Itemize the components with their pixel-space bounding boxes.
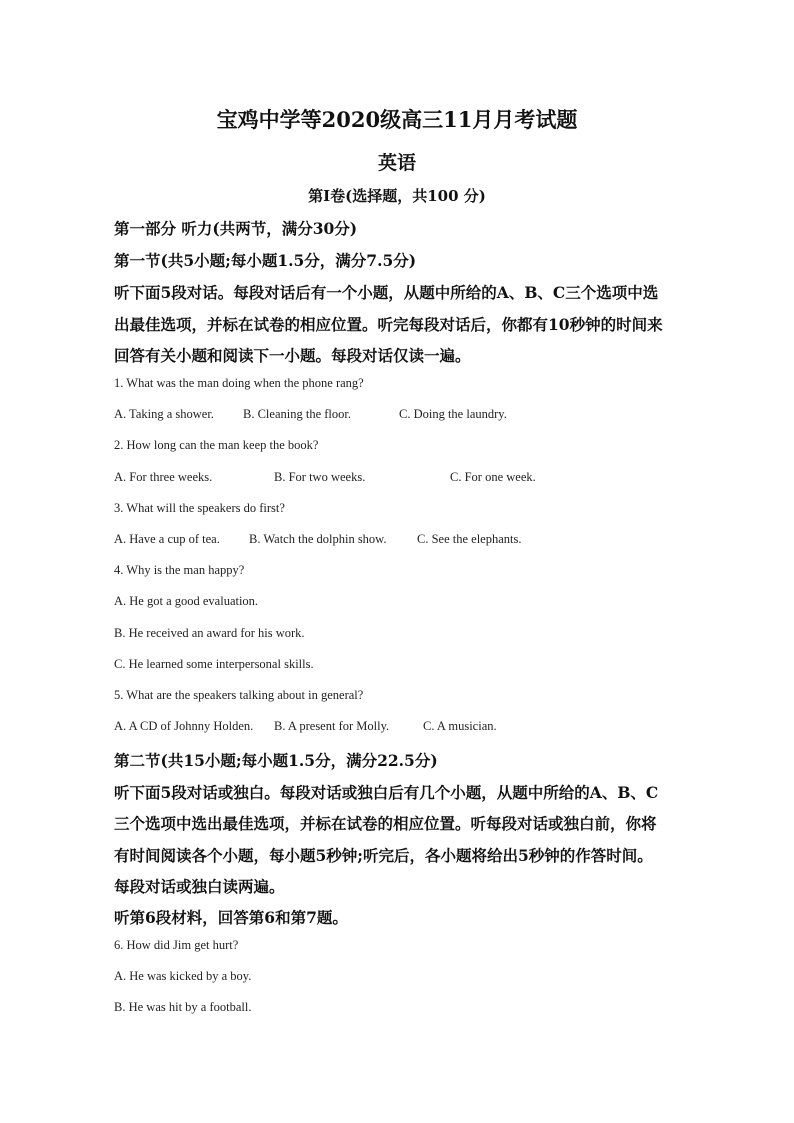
q6-option-b: B. He was hit by a football. <box>114 1000 252 1014</box>
q3-option-b: B. Watch the dolphin show. <box>249 532 387 546</box>
sec2-instruction-line: 三个选项中选出最佳选项，并标在试卷的相应位置。听每段对话或独白前，你将 <box>114 814 657 833</box>
sec1-instruction-line: 出最佳选项，并标在试卷的相应位置。听完每段对话后，你都有10秒钟的时间来 <box>114 315 663 334</box>
q1-option-a: A. Taking a shower. <box>114 407 214 421</box>
q5-option-c: C. A musician. <box>423 719 497 733</box>
q6-option-a: A. He was kicked by a boy. <box>114 969 252 983</box>
q4-option-c: C. He learned some interpersonal skills. <box>114 657 314 671</box>
part1-heading: 第一部分 听力(共两节，满分30分) <box>114 219 358 238</box>
question-4: 4. Why is the man happy? <box>114 563 245 577</box>
question-1: 1. What was the man doing when the phone rang? <box>114 376 364 390</box>
q2-option-b: B. For two weeks. <box>274 470 366 484</box>
sec2-instruction-line: 每段对话或独白读两遍。 <box>114 877 285 896</box>
question-5: 5. What are the speakers talking about in general? <box>114 688 364 702</box>
q4-option-b: B. He received an award for his work. <box>114 626 305 640</box>
q2-option-c: C. For one week. <box>450 470 536 484</box>
q1-option-b: B. Cleaning the floor. <box>243 407 351 421</box>
sec1-instruction-line: 回答有关小题和阅读下一小题。每段对话仅读一遍。 <box>114 346 471 365</box>
q2-option-a: A. For three weeks. <box>114 470 213 484</box>
q3-option-c: C. See the elephants. <box>417 532 522 546</box>
sec2-instruction-line: 听下面5段对话或独白。每段对话或独白后有几个小题，从题中所给的A、B、C <box>114 783 659 802</box>
q5-option-b: B. A present for Molly. <box>274 719 390 733</box>
question-3: 3. What will the speakers do first? <box>114 501 285 515</box>
exam-title: 宝鸡中学等2020级高三11月月考试题 <box>216 107 578 132</box>
question-2: 2. How long can the man keep the book? <box>114 438 319 452</box>
material-6-heading: 听第6段材料，回答第6和第7题。 <box>114 908 348 927</box>
q1-option-c: C. Doing the laundry. <box>399 407 507 421</box>
sec2-instruction-line: 有时间阅读各个小题，每小题5秒钟;听完后，各小题将给出5秒钟的作答时间。 <box>114 846 653 865</box>
subject-title: 英语 <box>377 152 416 174</box>
sec1-instruction-line: 听下面5段对话。每段对话后有一个小题，从题中所给的A、B、C三个选项中选 <box>114 283 659 302</box>
section-title: 第I卷(选择题，共100 分) <box>308 187 486 205</box>
sec2-heading: 第二节(共15小题;每小题1.5分，满分22.5分) <box>114 751 438 770</box>
sec1-heading: 第一节(共5小题;每小题1.5分，满分7.5分) <box>114 251 417 270</box>
question-6: 6. How did Jim get hurt? <box>114 938 239 952</box>
q3-option-a: A. Have a cup of tea. <box>114 532 220 546</box>
q5-option-a: A. A CD of Johnny Holden. <box>114 719 254 733</box>
q4-option-a: A. He got a good evaluation. <box>114 594 259 608</box>
